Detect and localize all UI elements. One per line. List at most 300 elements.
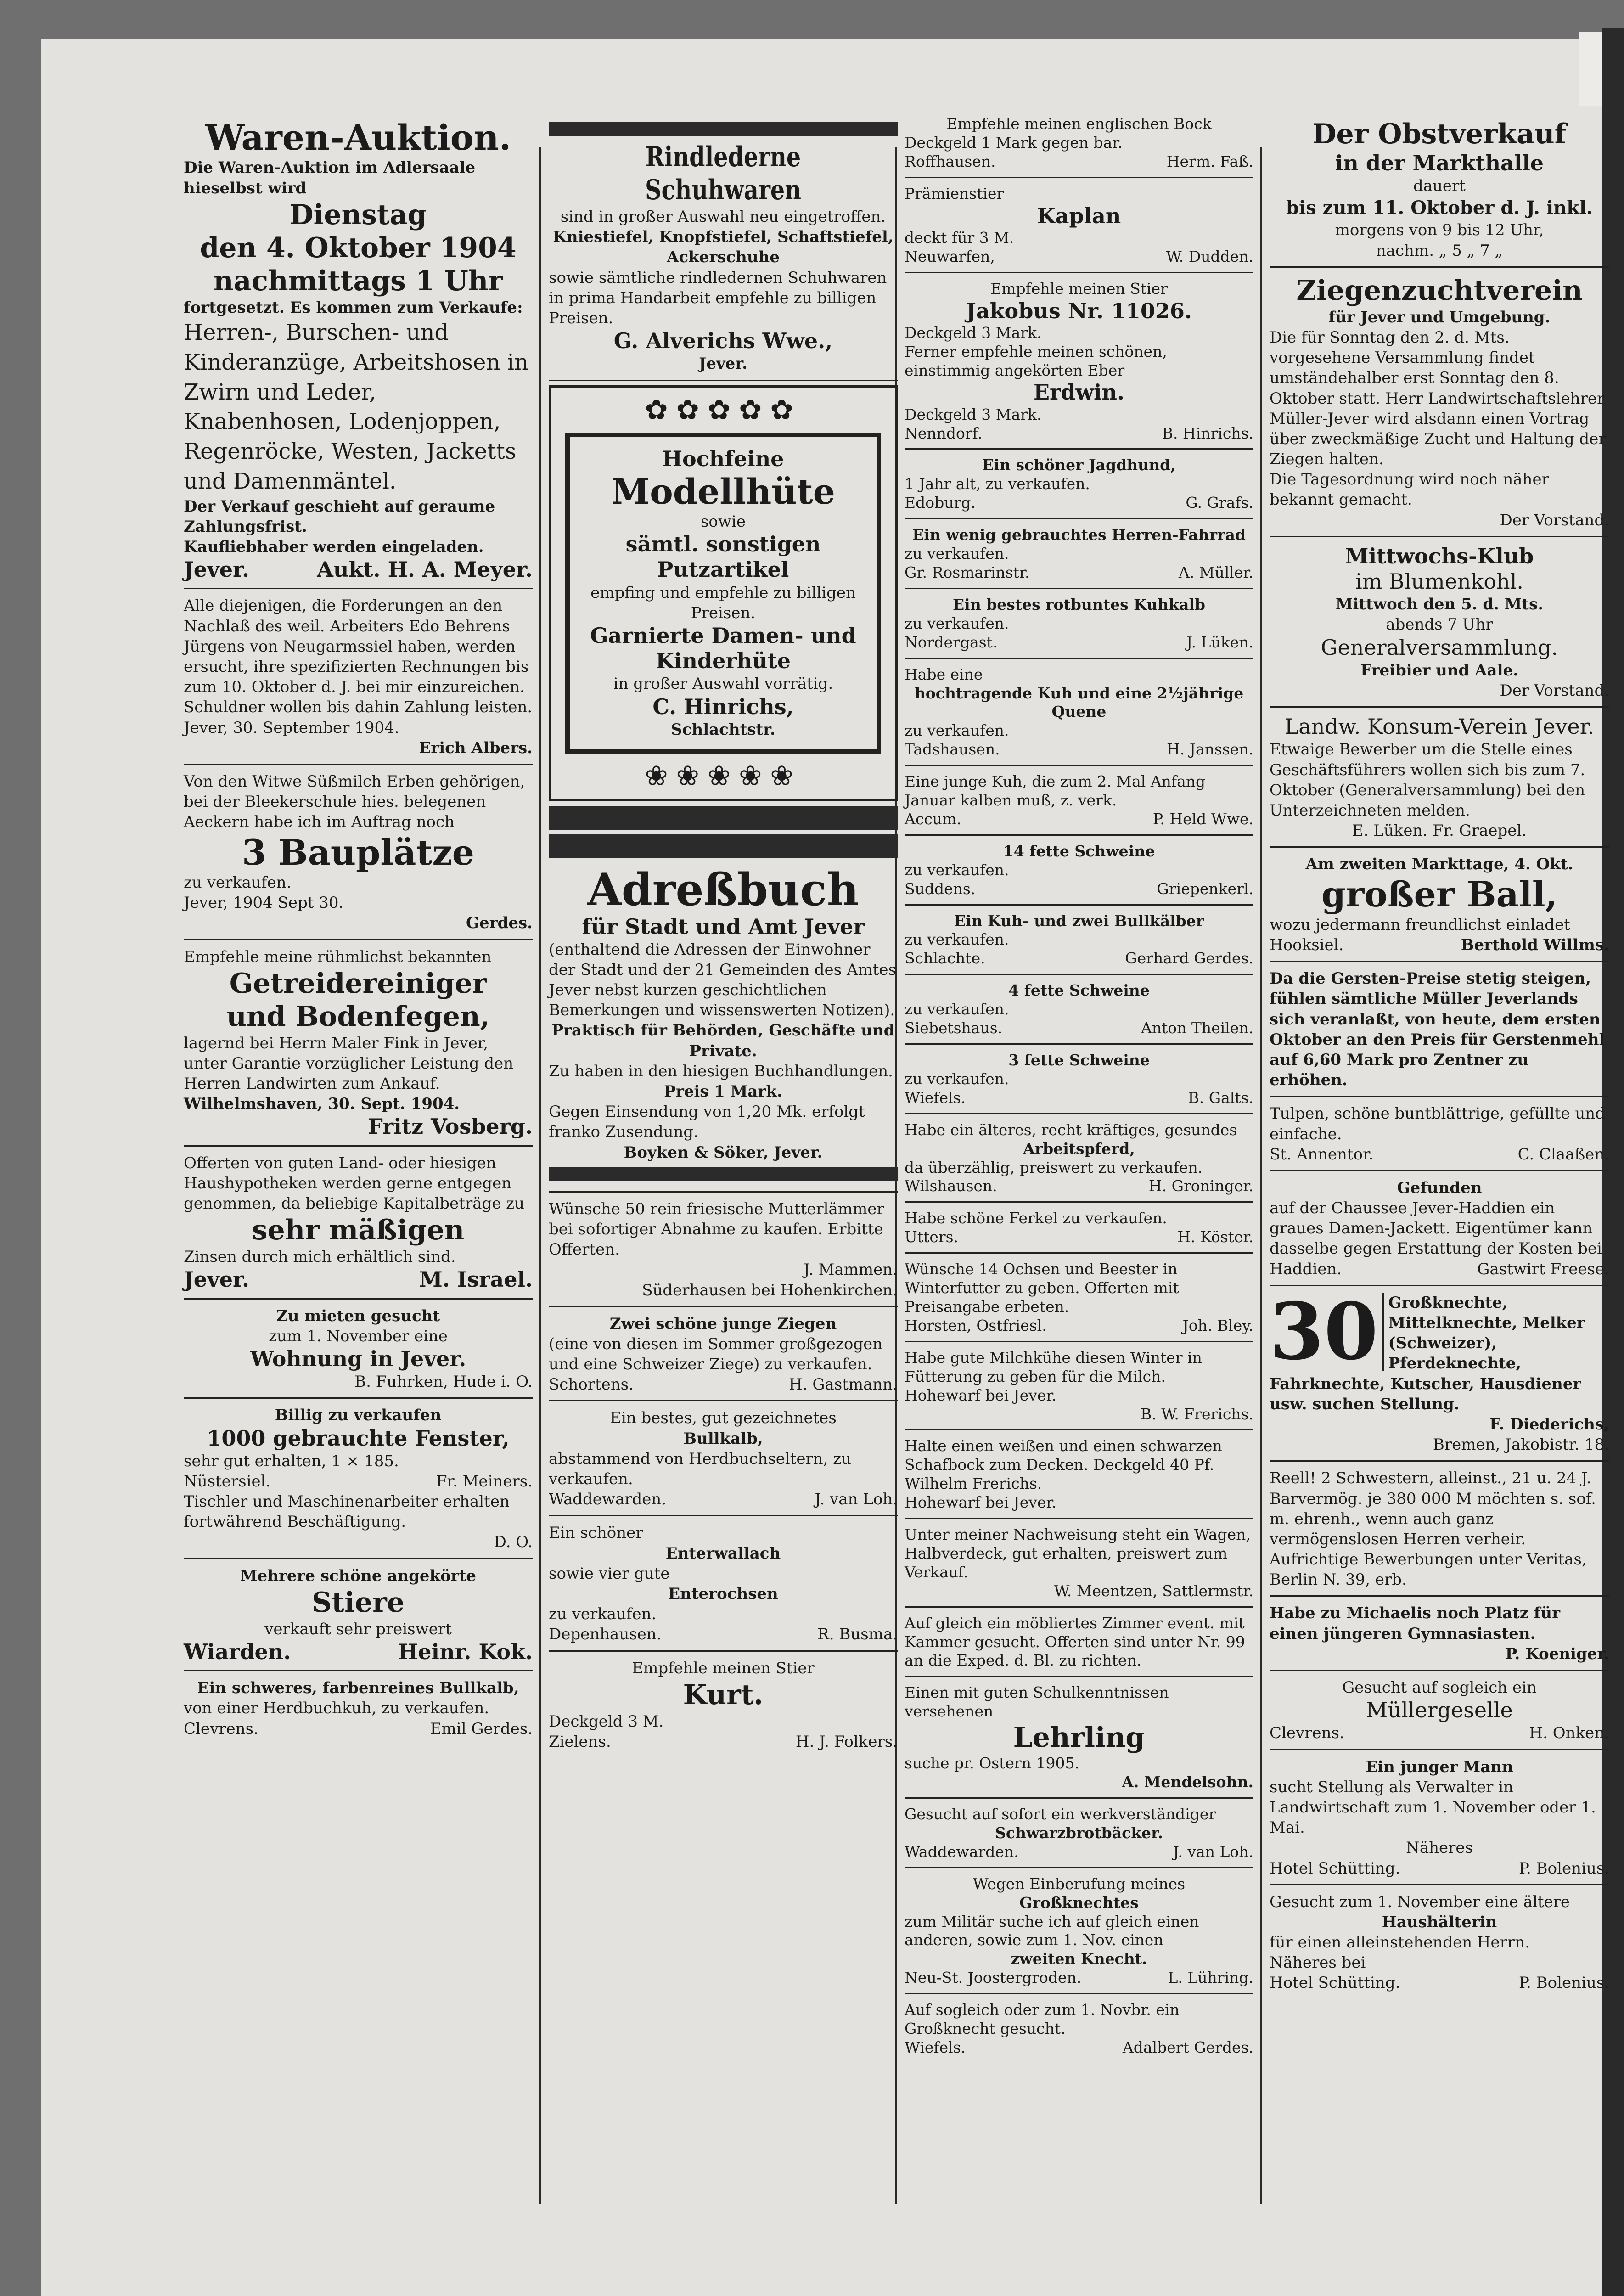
ad-heading: Mittwochs-Klub bbox=[1345, 543, 1534, 568]
ad-schweine-3 bbox=[905, 1048, 1253, 1114]
ad-heading: Bullkalb, bbox=[683, 1429, 763, 1448]
ad-grossknecht-2 bbox=[905, 1998, 1253, 2060]
ad-bullkaelber bbox=[905, 909, 1253, 975]
ad-text: zum 1. November eine bbox=[269, 1327, 448, 1345]
ad-place: Hohewarf bei Jever. bbox=[905, 1493, 1057, 1512]
ad-text: sowie vier gute bbox=[549, 1564, 670, 1583]
ad-text: Deckgeld 3 M. bbox=[549, 1712, 664, 1731]
ad-signature: Der Vorstand. bbox=[1500, 511, 1609, 529]
ad-getreidereiniger bbox=[184, 944, 533, 1147]
ad-heading: Enterwallach bbox=[665, 1544, 781, 1563]
ad-knechte bbox=[1270, 1290, 1609, 1462]
ad-text: zu verkaufen. bbox=[905, 1000, 1009, 1019]
ornament-bar bbox=[549, 122, 898, 136]
ad-place: Nenndorf. bbox=[905, 424, 983, 442]
ad-place: Accum. bbox=[905, 810, 961, 828]
ad-text: dauert bbox=[1413, 177, 1466, 196]
ad-signature: Herm. Faß. bbox=[1166, 152, 1253, 170]
ad-gersten-preise bbox=[1270, 966, 1609, 1097]
ornament-bar bbox=[549, 1167, 898, 1181]
ad-text: sehr gut erhalten, 1 × 185. bbox=[184, 1452, 399, 1470]
ad-place: Süderhausen bei Hohenkirchen. bbox=[642, 1281, 898, 1300]
ad-milchkuehe bbox=[905, 1346, 1253, 1431]
ad-heading: großer Ball, bbox=[1321, 874, 1558, 915]
ad-date: Wilhelmshaven, 30. Sept. 1904. bbox=[184, 1095, 460, 1114]
ad-fenster bbox=[184, 1402, 533, 1559]
ad-text: von einer Herdbuchkuh, zu verkaufen. bbox=[184, 1699, 489, 1718]
ad-text: Reell! 2 Schwestern, alleinst., 21 u. 24 J. Barvermög. je 380 000 M möchten s. sof. m. ehrenh., wenn auch ganz vermögenslosen Herren verheir. Aufrichtige Bewerbungen unter Veritas, Berlin N. 39, erb. bbox=[1270, 1469, 1596, 1589]
ad-modellhuete bbox=[549, 385, 898, 801]
ad-heading: Gefunden bbox=[1397, 1178, 1482, 1197]
ad-signature: Erich Albers. bbox=[419, 738, 533, 757]
ad-text: Gesucht zum 1. November eine ältere bbox=[1270, 1892, 1570, 1911]
ad-place: Roffhausen. bbox=[905, 152, 996, 170]
ad-text: verkauft sehr preiswert bbox=[264, 1620, 452, 1638]
ad-text: Habe schöne Ferkel zu verkaufen. bbox=[905, 1209, 1167, 1227]
ad-heading: Großknechtes bbox=[1019, 1893, 1139, 1912]
ad-ball bbox=[1270, 851, 1609, 962]
ad-text: Habe gute Milchkühe diesen Winter in Fütterung zu geben für die Milch. bbox=[905, 1348, 1202, 1385]
ad-signature: G. Grafs. bbox=[1186, 494, 1253, 512]
ad-signature: H. Onken. bbox=[1529, 1724, 1609, 1743]
ad-signature: Gastwirt Freese. bbox=[1477, 1260, 1609, 1278]
ad-text: abstammend von Herdbuchseltern, zu verkaufen. bbox=[549, 1449, 852, 1489]
ad-signature: Boyken & Söker, Jever. bbox=[624, 1143, 823, 1162]
ad-text: Eine junge Kuh, die zum 2. Mal Anfang Januar kalben muß, z. verk. bbox=[905, 772, 1206, 810]
ad-signature: Fr. Meiners. bbox=[436, 1472, 533, 1491]
ad-place: Jever. bbox=[699, 355, 747, 373]
ad-place: Waddewarden. bbox=[549, 1490, 667, 1509]
ad-obstverkauf bbox=[1270, 115, 1609, 268]
ad-signature: R. Busma. bbox=[817, 1625, 898, 1644]
ad-junge-kuh bbox=[905, 770, 1253, 836]
ad-ferkel bbox=[905, 1206, 1253, 1254]
ad-text: bis zum 11. Oktober d. J. inkl. bbox=[1286, 197, 1593, 219]
ad-place: Neu-St. Joostergroden. bbox=[905, 1969, 1082, 1987]
column-1 bbox=[184, 115, 533, 1742]
ad-text: Deckgeld 3 Mark. bbox=[905, 323, 1042, 342]
ad-text: Von den Witwe Süßmilch Erben gehörigen, bei der Bleekerschule hies. belegenen Aeckern habe ich im Auftrag noch bbox=[184, 772, 525, 832]
ad-signature: H. Gastmann. bbox=[789, 1375, 898, 1394]
ad-signature: B. W. Frerichs. bbox=[1140, 1405, 1253, 1423]
ad-place: Tadshausen. bbox=[905, 740, 1000, 759]
ad-signature: P. Bolenius. bbox=[1519, 1974, 1609, 1992]
ad-signature: W. Dudden. bbox=[1166, 247, 1253, 265]
ad-text: Ein schöner bbox=[549, 1524, 643, 1542]
ad-place: Clevrens. bbox=[184, 1719, 258, 1738]
ad-text: auf der Chaussee Jever-Haddien ein graues Damen-Jackett. Eigentümer kann dasselbe gegen Erstattung der Kosten bei bbox=[1270, 1199, 1602, 1258]
ad-text: Empfehle meine rühmlichst bekannten bbox=[184, 947, 492, 966]
ad-text: Tischler und Maschinenarbeiter erhalten fortwährend Beschäftigung. bbox=[184, 1492, 510, 1531]
ad-text: in großer Auswahl vorrätig. bbox=[613, 675, 833, 693]
ad-place: Gr. Rosmarinstr. bbox=[905, 563, 1030, 581]
ad-text: Wünsche 50 rein friesische Mutterlämmer bei sofortiger Abnahme zu kaufen. Erbitte Offerten. bbox=[549, 1199, 884, 1259]
ad-title: Waren-Auktion. bbox=[205, 117, 511, 158]
ad-signature: Gerdes. bbox=[466, 914, 533, 933]
ad-place: Wiefels. bbox=[905, 2038, 966, 2056]
ad-mutterlaemmer bbox=[549, 1196, 898, 1307]
ad-schweine-14 bbox=[905, 839, 1253, 906]
ad-bock bbox=[905, 115, 1253, 178]
ad-waren-auktion bbox=[184, 115, 533, 589]
ad-text: zu verkaufen. bbox=[905, 930, 1009, 949]
ad-signature: Der Vorstand. bbox=[1500, 681, 1609, 700]
ad-signature: Joh. Bley. bbox=[1182, 1316, 1253, 1334]
ad-heading: für Stadt und Amt Jever bbox=[582, 914, 865, 939]
ad-place: Depenhausen. bbox=[549, 1625, 662, 1644]
ad-heading: Enterochsen bbox=[668, 1584, 778, 1603]
ad-text: wozu jedermann freundlichst einladet bbox=[1270, 915, 1570, 934]
ad-place: Hotel Schütting. bbox=[1270, 1974, 1400, 1992]
ad-text: (enthaltend die Adressen der Einwohner der Stadt und der 21 Gemeinden des Amtes Jever nebst kurzen geschichtlichen Bemerkungen und wissenswerten Notizen). bbox=[549, 940, 896, 1020]
ad-tulpen bbox=[1270, 1101, 1609, 1171]
ad-signature: E. Lüken. Fr. Graepel. bbox=[1352, 822, 1527, 840]
ad-signature: Anton Theilen. bbox=[1141, 1019, 1253, 1037]
ad-text: Die Waren-Auktion im Adlersaale hieselbst wird bbox=[184, 158, 476, 197]
ad-signature: J. Lüken. bbox=[1186, 633, 1253, 651]
ad-signature: M. Israel. bbox=[419, 1267, 533, 1292]
ad-schuhwaren bbox=[549, 115, 898, 381]
ad-signature: C. Claaßen. bbox=[1517, 1145, 1609, 1164]
ad-lehrling bbox=[905, 1681, 1253, 1799]
ad-signature: J. Mammen. bbox=[804, 1261, 898, 1279]
ad-text: Habe zu Michaelis noch Platz für einen jüngeren Gymnasiasten. bbox=[1270, 1604, 1560, 1643]
ad-heading: Müllergeselle bbox=[1366, 1698, 1513, 1723]
ad-signature: Gerhard Gerdes. bbox=[1125, 949, 1253, 968]
ad-text: (eine von diesen im Sommer großgezogen und eine Schweizer Ziege) zu verkaufen. bbox=[549, 1334, 883, 1374]
ad-schweine-4 bbox=[905, 979, 1253, 1045]
ad-text: zu verkaufen. bbox=[905, 545, 1009, 563]
ad-ochsen bbox=[905, 1257, 1253, 1342]
ad-place: Schlachtstr. bbox=[671, 720, 775, 739]
column-3 bbox=[905, 115, 1253, 2060]
ad-signature: J. van Loh. bbox=[1173, 1842, 1253, 1861]
ornament-bottom: ❀❀❀❀❀ bbox=[645, 760, 802, 792]
ad-text: Näheres bei bbox=[1270, 1953, 1366, 1972]
ad-place: Nordergast. bbox=[905, 633, 998, 651]
ad-arbeitspferd bbox=[905, 1118, 1253, 1203]
ad-text: Näheres bbox=[1406, 1839, 1473, 1857]
ad-konsum-verein bbox=[1270, 711, 1609, 848]
ad-signature: Fritz Vosberg. bbox=[368, 1114, 533, 1139]
ad-text: abends 7 Uhr bbox=[1386, 615, 1493, 634]
ad-text: zu verkaufen. bbox=[905, 614, 1009, 632]
ad-signature: Adalbert Gerdes. bbox=[1122, 2038, 1253, 2056]
ad-haushaelterin bbox=[1270, 1889, 1609, 1996]
ad-place: Wiefels. bbox=[905, 1088, 966, 1107]
ad-ziegen bbox=[549, 1311, 898, 1402]
ad-price: Preis 1 Mark. bbox=[664, 1082, 782, 1101]
ad-signature: P. Bolenius. bbox=[1519, 1859, 1609, 1878]
ad-heading: Ein wenig gebrauchtes Herren-Fahrrad bbox=[912, 526, 1246, 544]
ad-signature: P. Koeniger. bbox=[1505, 1644, 1609, 1663]
ad-date: Jever, 1904 Sept 30. bbox=[184, 894, 344, 912]
ad-place: Jever. bbox=[184, 557, 250, 582]
ad-heading: Dienstag bbox=[289, 198, 427, 231]
ad-heading: sämtl. sonstigen Putzartikel bbox=[625, 532, 821, 582]
ad-heading: Garnierte Damen- und Kinderhüte bbox=[590, 623, 856, 674]
ad-signature: B. Galts. bbox=[1188, 1088, 1253, 1107]
ad-text: Empfehle meinen Stier bbox=[990, 279, 1168, 298]
ad-place: Utters. bbox=[905, 1228, 959, 1246]
ad-text: Zinsen durch mich erhältlich sind. bbox=[184, 1248, 456, 1266]
ad-grossknecht bbox=[905, 1872, 1253, 1994]
ad-bauplaetze bbox=[184, 769, 533, 940]
ad-text: zum Militär suche ich auf gleich einen anderen, sowie zum 1. Nov. einen bbox=[905, 1912, 1199, 1949]
ad-heading: Arbeitspferd, bbox=[1023, 1139, 1135, 1158]
ad-signature: Griepenkerl. bbox=[1157, 879, 1253, 898]
ad-signature: F. Diederichs, bbox=[1489, 1415, 1609, 1434]
column-2 bbox=[549, 115, 898, 1755]
ad-text: Habe ein älteres, recht kräftiges, gesundes bbox=[905, 1120, 1237, 1139]
ad-text: suche pr. Ostern 1905. bbox=[905, 1754, 1079, 1773]
ad-goods: Herren-, Burschen- und Kinderanzüge, Arbeitshosen in Zwirn und Leder, Knabenhosen, Lodenjoppen, Regenröcke, Westen, Jacketts und Damenmäntel. bbox=[184, 319, 528, 494]
ad-text: sowie sämtliche rindledernen Schuhwaren in prima Handarbeit empfehle zu billigen Preisen. bbox=[549, 268, 887, 327]
ad-heading: Ein schweres, farbenreines Bullkalb, bbox=[197, 1679, 519, 1698]
ad-text: Deckgeld 1 Mark gegen bar. bbox=[905, 133, 1123, 152]
ad-reell bbox=[1270, 1465, 1609, 1597]
ad-text: zu verkaufen. bbox=[905, 721, 1009, 740]
ad-text: Offerten von guten Land- oder hiesigen Haushypotheken werden gerne entgegen genommen, da beliebige Kapitalbeträge zu bbox=[184, 1154, 524, 1213]
ad-text: sind in großer Auswahl neu eingetroffen. bbox=[560, 208, 886, 226]
ad-bullkalb bbox=[184, 1675, 533, 1742]
ad-wagen bbox=[905, 1523, 1253, 1608]
ad-heading: Ein Kuh- und zwei Bullkälber bbox=[954, 912, 1204, 930]
ad-muellergeselle bbox=[1270, 1675, 1609, 1750]
ad-date: Jever, 30. September 1904. bbox=[184, 718, 399, 737]
column-rule bbox=[1260, 147, 1262, 2204]
ad-text: Deckgeld 3 Mark. bbox=[905, 405, 1042, 423]
ad-place: Schortens. bbox=[549, 1375, 634, 1394]
ad-text: Auf sogleich oder zum 1. Novbr. ein Großknecht gesucht. bbox=[905, 2001, 1180, 2038]
ad-heading: Stiere bbox=[312, 1586, 405, 1619]
ad-text: zu verkaufen. bbox=[184, 873, 292, 892]
ad-heading: Kurt. bbox=[683, 1678, 764, 1711]
ad-signature: H. Janssen. bbox=[1166, 740, 1253, 759]
ad-text: zu verkaufen. bbox=[905, 861, 1009, 879]
ad-kaplan bbox=[905, 182, 1253, 273]
ad-heading: nachmittags 1 Uhr bbox=[213, 264, 503, 297]
ad-signature: L. Lühring. bbox=[1168, 1969, 1253, 1987]
ad-jakobus bbox=[905, 277, 1253, 450]
ad-text: Ein bestes, gut gezeichnetes bbox=[610, 1409, 837, 1428]
ad-enterwallach bbox=[549, 1520, 898, 1651]
ad-heading: Getreidereiniger bbox=[229, 967, 487, 1000]
ad-text: Wegen Einberufung meines bbox=[972, 1874, 1186, 1893]
ad-text: Ferner empfehle meinen schönen, einstimmig angekörten Eber bbox=[905, 342, 1167, 379]
ad-junger-mann bbox=[1270, 1754, 1609, 1885]
ad-heading: Modellhüte bbox=[611, 471, 836, 512]
ad-stier-kurt bbox=[549, 1655, 898, 1755]
ad-text: Unter meiner Nachweisung steht ein Wagen, Halbverdeck, gut erhalten, preiswert zum Verkauf. bbox=[905, 1525, 1251, 1581]
ad-signature: J. van Loh. bbox=[815, 1490, 898, 1509]
ad-text: Empfehle meinen Stier bbox=[632, 1659, 815, 1677]
ad-text: empfing und empfehle zu billigen Preisen. bbox=[590, 583, 856, 622]
ad-place: Schlachte. bbox=[905, 949, 985, 968]
ad-text: Tulpen, schöne buntblättrige, gefüllte und einfache. bbox=[1270, 1104, 1605, 1143]
ad-heading: Kaplan bbox=[1037, 203, 1121, 228]
ad-place: Jever. bbox=[184, 1267, 250, 1292]
ad-heading: Wohnung in Jever. bbox=[250, 1346, 466, 1371]
ad-heading: zweiten Knecht. bbox=[1011, 1950, 1147, 1968]
ornament-top: ✿✿✿✿✿ bbox=[645, 394, 802, 426]
ad-heading: den 4. Oktober 1904 bbox=[200, 231, 517, 264]
ad-place: Edoburg. bbox=[905, 494, 976, 512]
ad-heading: Ziegenzuchtverein bbox=[1296, 274, 1583, 307]
ad-ziegenzuchtverein bbox=[1270, 271, 1609, 537]
ad-heading: Ein schöner Jagdhund, bbox=[982, 456, 1176, 474]
ad-place: Neuwarfen, bbox=[905, 247, 995, 265]
ad-heading: Haushälterin bbox=[1382, 1913, 1497, 1931]
ad-signature: B. Fuhrken, Hude i. O. bbox=[354, 1373, 533, 1391]
ad-heading: im Blumenkohl. bbox=[1355, 569, 1524, 594]
ad-text: Der Verkauf geschieht auf geraume Zahlungsfrist. bbox=[184, 497, 495, 536]
ad-signature: B. Hinrichs. bbox=[1162, 424, 1253, 442]
ad-heading: in der Markthalle bbox=[1335, 151, 1544, 175]
ad-text: Freibier und Aale. bbox=[1360, 661, 1518, 680]
ad-hypotheken bbox=[184, 1150, 533, 1300]
ad-text: Gegen Einsendung von 1,20 Mk. erfolgt franko Zusendung. bbox=[549, 1103, 865, 1142]
ad-place: Bremen, Jakobistr. 18. bbox=[1433, 1435, 1609, 1454]
ad-heading: sehr mäßigen bbox=[252, 1214, 465, 1247]
ad-heading: Generalversammlung. bbox=[1321, 635, 1558, 660]
ad-zimmer bbox=[905, 1611, 1253, 1677]
ad-gefunden bbox=[1270, 1175, 1609, 1286]
ad-text: zu verkaufen. bbox=[549, 1605, 657, 1624]
ad-text: Billig zu verkaufen bbox=[275, 1406, 442, 1425]
ad-text: Gesucht auf sofort ein werkverständiger bbox=[905, 1805, 1216, 1823]
ad-signature: H. Köster. bbox=[1177, 1228, 1253, 1246]
ad-text: 1 Jahr alt, zu verkaufen. bbox=[905, 475, 1090, 493]
ad-text: Zu haben in den hiesigen Buchhandlungen. bbox=[549, 1062, 893, 1080]
ad-signature: Berthold Willms. bbox=[1461, 936, 1609, 955]
ad-heading: 3 fette Schweine bbox=[1008, 1051, 1150, 1069]
ad-text: da überzählig, preiswert zu verkaufen. bbox=[905, 1158, 1203, 1176]
ad-place: Wilshausen. bbox=[905, 1177, 997, 1195]
ad-heading: Erdwin. bbox=[1034, 380, 1124, 405]
ad-heading: 4 fette Schweine bbox=[1008, 981, 1150, 1000]
ad-place: Nüstersiel. bbox=[184, 1472, 271, 1491]
ad-heading: Schwarzbrotbäcker. bbox=[995, 1823, 1163, 1842]
column-4 bbox=[1270, 115, 1609, 1996]
ad-place: Hohewarf bei Jever. bbox=[905, 1386, 1057, 1404]
ad-text: Mittwoch den 5. d. Mts. bbox=[1335, 595, 1544, 614]
ad-heading: Adreßbuch bbox=[587, 863, 859, 916]
ad-text: sucht Stellung als Verwalter in Landwirtschaft zum 1. November oder 1. Mai. bbox=[1270, 1778, 1596, 1837]
ad-text: Die für Sonntag den 2. d. Mts. vorgesehene Versammlung findet umständehalber erst Sonntag den 8. Oktober statt. Herr Landwirtschaftslehrer Müller-Jever wird alsdann einen Vortrag über zweckmäßige Zucht und Haltung der Ziegen halten. bbox=[1270, 328, 1606, 469]
ad-heading: 14 fette Schweine bbox=[1003, 842, 1155, 860]
ad-text: Auf gleich ein möbliertes Zimmer event. mit Kammer gesucht. Offerten sind unter Nr. 99 an die Exped. d. Bl. zu richten. bbox=[905, 1614, 1245, 1670]
ad-place: Clevrens. bbox=[1270, 1724, 1344, 1743]
ad-place: Horsten, Ostfriesl. bbox=[905, 1316, 1047, 1334]
ad-place: Hotel Schütting. bbox=[1270, 1859, 1400, 1878]
ad-text: sowie bbox=[700, 512, 746, 531]
ad-heading: Der Obstverkauf bbox=[1312, 118, 1567, 150]
ad-text: Alle diejenigen, die Forderungen an den Nachlaß des weil. Arbeiters Edo Behrens Jürgens von Neugarmssiel haben, werden ersucht, ihre spezifizierten Rechnungen bis zum 10. Oktober d. J. bei mir einzureichen. Schuldner wollen bis dahin Zahlung leisten. bbox=[184, 597, 533, 717]
ad-text: Am zweiten Markttage, 4. Okt. bbox=[1305, 855, 1573, 874]
ad-heading: Landw. Konsum-Verein Jever. bbox=[1284, 714, 1595, 739]
ad-fahrrad bbox=[905, 523, 1253, 589]
ad-heading: 1000 gebrauchte Fenster, bbox=[207, 1425, 510, 1451]
ad-text: Da die Gersten-Preise stetig steigen, fühlen sämtliche Müller Jeverlands sich veranlaßt, von heute, dem ersten Oktober an den Preis für Gerstenmehl auf 6,60 Mark pro Zentner zu erhöhen. bbox=[1270, 969, 1605, 1090]
ad-text: morgens von 9 bis 12 Uhr, bbox=[1335, 221, 1544, 240]
ad-text: nachm. „ 5 „ 7 „ bbox=[1376, 241, 1503, 260]
ad-heading: Lehrling bbox=[1013, 1722, 1145, 1754]
ad-signature: H. J. Folkers. bbox=[795, 1732, 898, 1751]
ad-signature: P. Held Wwe. bbox=[1152, 810, 1253, 828]
ad-text: für einen alleinstehenden Herrn. bbox=[1270, 1933, 1530, 1952]
ad-text: fortgesetzt. Es kommen zum Verkaufe: bbox=[184, 298, 523, 317]
ad-schafbock bbox=[905, 1434, 1253, 1519]
ad-text: Mehrere schöne angekörte bbox=[240, 1566, 476, 1585]
ad-text: Einen mit guten Schulkenntnissen versehenen bbox=[905, 1683, 1169, 1721]
ad-text: Gesucht auf sogleich ein bbox=[1342, 1678, 1537, 1697]
ad-place: Waddewarden. bbox=[905, 1842, 1019, 1861]
ad-place: Hooksiel. bbox=[1270, 936, 1344, 955]
ad-wohnung bbox=[184, 1303, 533, 1399]
ad-text: Zu mieten gesucht bbox=[276, 1306, 440, 1325]
ad-heading: Jakobus Nr. 11026. bbox=[966, 298, 1192, 323]
ad-text: Empfehle meinen englischen Bock bbox=[946, 115, 1212, 133]
ad-place: Zielens. bbox=[549, 1732, 611, 1751]
ad-signature: D. O. bbox=[494, 1533, 533, 1552]
ad-signature: W. Meentzen, Sattlermstr. bbox=[1054, 1581, 1253, 1600]
ad-signature: C. Hinrichs, bbox=[652, 694, 794, 719]
ad-nachlass bbox=[184, 593, 533, 765]
ad-signature: G. Alverichs Wwe., bbox=[613, 328, 833, 354]
ad-place: Suddens. bbox=[905, 879, 976, 898]
ad-signature: Aukt. H. A. Meyer. bbox=[317, 557, 533, 582]
ad-text: lagernd bei Herrn Maler Fink in Jever, unter Garantie vorzüglicher Leistung den Herren Landwirten zum Ankauf. bbox=[184, 1034, 514, 1093]
ad-text: deckt für 3 M. bbox=[905, 228, 1014, 247]
ad-text: Kaufliebhaber werden eingeladen. bbox=[184, 538, 484, 557]
ad-place: St. Annentor. bbox=[1270, 1145, 1374, 1164]
ad-heading: und Bodenfegen, bbox=[226, 1000, 490, 1033]
ad-text: Wünsche 14 Ochsen und Beester in Winterfutter zu geben. Offerten mit Preisangabe erbeten. bbox=[905, 1260, 1179, 1316]
ad-place: Haddien. bbox=[1270, 1260, 1342, 1278]
ad-signature: Heinr. Kok. bbox=[398, 1639, 533, 1664]
ad-bullkalb-2 bbox=[549, 1405, 898, 1516]
ad-jagdhund bbox=[905, 453, 1253, 519]
ad-text: Großknechte, Mittelknechte, Melker (Schweizer), Pferdeknechte, Fahrknechte, Kutscher, Hausdiener usw. suchen Stellung. bbox=[1270, 1293, 1585, 1413]
ad-text: Habe eine bbox=[905, 665, 983, 683]
ad-signature: A. Müller. bbox=[1178, 563, 1253, 581]
ad-frame bbox=[565, 433, 881, 754]
ad-heading: Ein bestes rotbuntes Kuhkalb bbox=[953, 595, 1205, 613]
ad-place: Wiarden. bbox=[184, 1639, 291, 1664]
ad-number: 30 bbox=[1270, 1293, 1384, 1371]
ad-heading: Ein junger Mann bbox=[1366, 1757, 1513, 1776]
ad-text: Etwaige Bewerber um die Stelle eines Geschäftsführers wollen sich bis zum 7. Oktober (Generalversammlung) bei den Unterzeichneten melden. bbox=[1270, 740, 1585, 820]
ad-text: Halte einen weißen und einen schwarzen Schafbock zum Decken. Deckgeld 40 Pf. Wilhelm Frerichs. bbox=[905, 1437, 1222, 1493]
ad-baecker bbox=[905, 1802, 1253, 1868]
column-rule bbox=[539, 147, 541, 2204]
ornament-bar bbox=[549, 834, 898, 858]
ad-text: Prämienstier bbox=[905, 184, 1004, 203]
ad-kuh-quene bbox=[905, 663, 1253, 766]
ad-heading: Rindlederne Schuhwaren bbox=[645, 141, 802, 206]
ad-place: Siebetshaus. bbox=[905, 1019, 1003, 1037]
ad-text: Praktisch für Behörden, Geschäfte und Private. bbox=[551, 1021, 895, 1060]
ornament-bar bbox=[549, 806, 898, 830]
ad-heading: 3 Bauplätze bbox=[242, 832, 474, 873]
ad-stiere bbox=[184, 1563, 533, 1672]
ad-heading: hochtragende Kuh und eine 2½jährige Quene bbox=[914, 684, 1244, 721]
ad-mittwochs-klub bbox=[1270, 541, 1609, 708]
ad-heading: für Jever und Umgebung. bbox=[1328, 308, 1551, 326]
ad-signature: A. Mendelsohn. bbox=[1122, 1773, 1253, 1791]
ad-signature: Emil Gerdes. bbox=[430, 1719, 533, 1738]
